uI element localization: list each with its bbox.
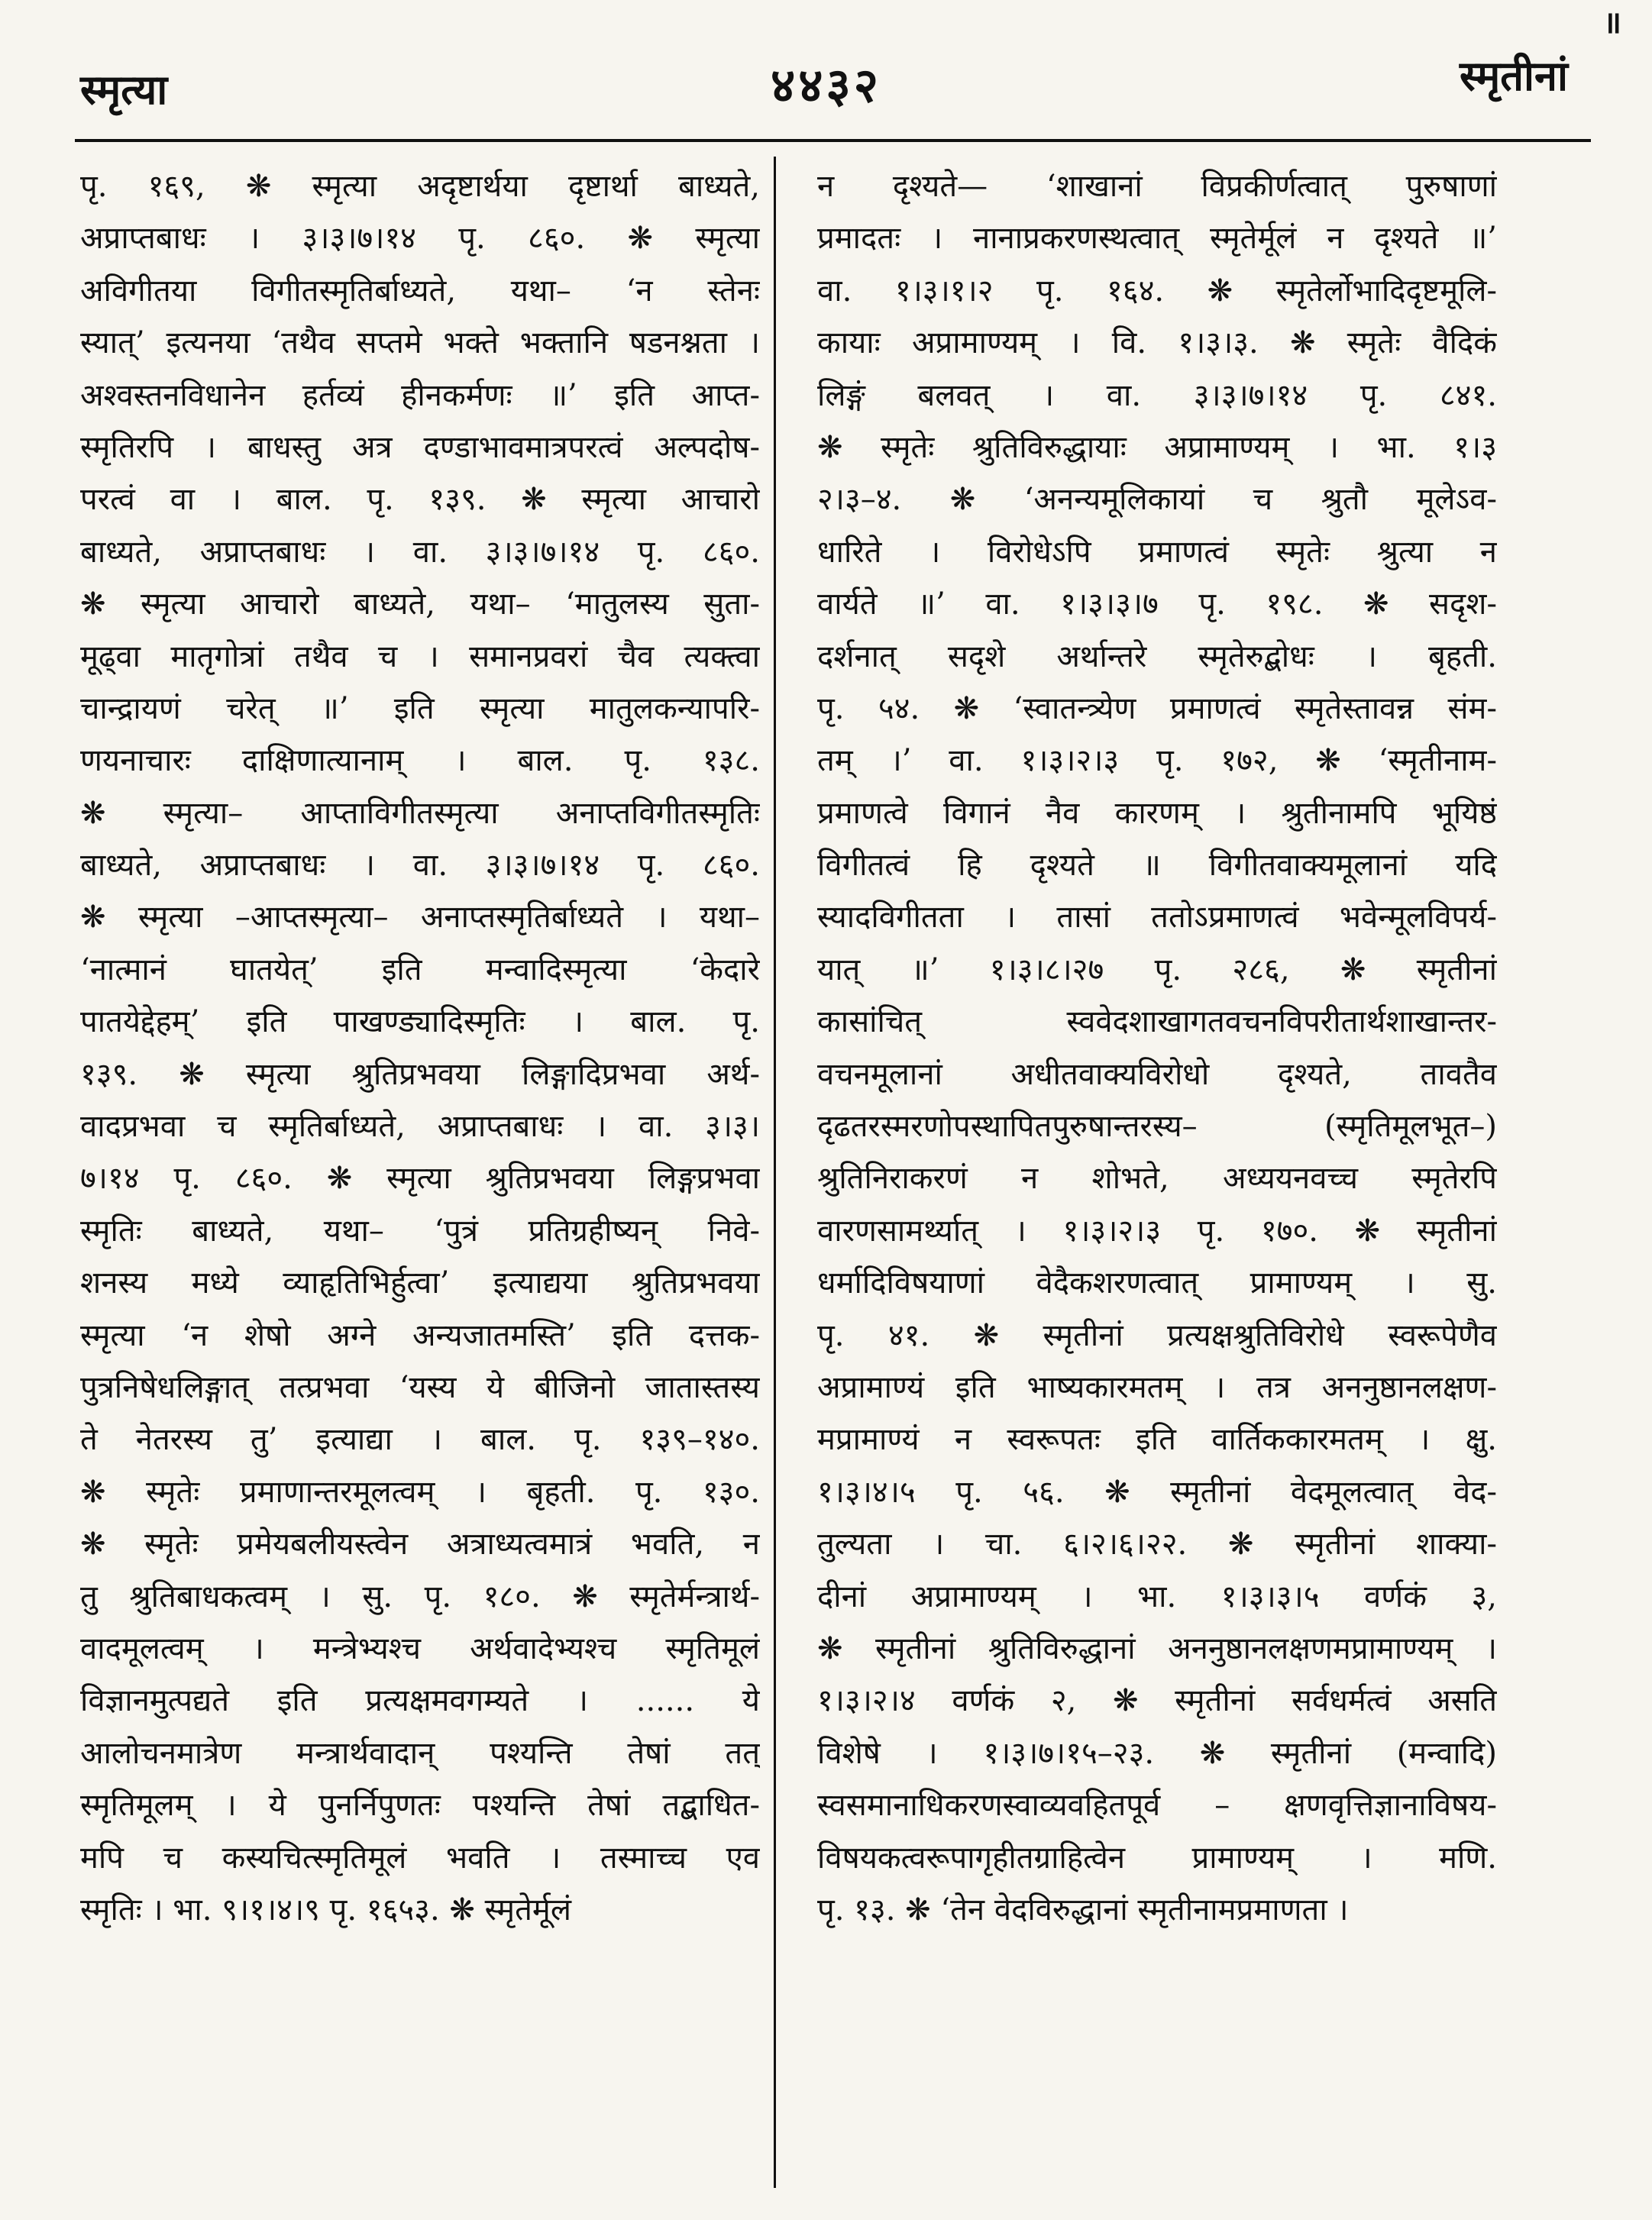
text-line: अश्वस्तनविधानेन हर्तव्यं हीनकर्मणः ॥’ इति आप्त-: [80, 377, 760, 413]
text-line: स्यात्’ इत्यनया ‘तथैव सप्तमे भक्ते भक्तानि षडनश्नता ।: [80, 325, 760, 361]
text-line: ❋ स्मृत्या –आप्तस्मृत्या– अनाप्तस्मृतिर्बाध्यते । यथा–: [80, 900, 760, 936]
text-line: पृ. ४१. ❋ स्मृतीनां प्रत्यक्षश्रुतिविरोधे स्वरूपेणैव: [817, 1317, 1497, 1353]
text-line: अप्राप्तबाधः । ३।३।७।१४ पृ. ८६०. ❋ स्मृत्या: [80, 221, 760, 257]
text-line: परत्वं वा । बाल. पृ. १३९. ❋ स्मृत्या आचारो: [80, 482, 760, 518]
text-line: स्यादविगीतता । तासां ततोऽप्रमाणत्वं भवेन्मूलविपर्य-: [817, 900, 1497, 936]
text-line: विज्ञानमुत्पद्यते इति प्रत्यक्षमवगम्यते । ...... ये: [80, 1683, 760, 1719]
text-line: पृ. १६९, ❋ स्मृत्या अदृष्टार्थया दृष्टार्था बाध्यते,: [80, 169, 760, 204]
running-head-left: स्मृत्या: [80, 65, 168, 114]
text-line: विशेषे । १।३।७।१५–२३. ❋ स्मृतीनां (मन्वादि): [817, 1735, 1497, 1771]
text-line: लिङ्गं बलवत् । वा. ३।३।७।१४ पृ. ८४१.: [817, 377, 1497, 413]
text-line: स्मृतिमूलम् । ये पुनर्निपुणतः पश्यन्ति तेषां तद्बाधित-: [80, 1788, 760, 1824]
text-line: २।३–४. ❋ ‘अनन्यमूलिकायां च श्रुतौ मूलेऽव-: [817, 482, 1497, 518]
page-number: ४४३२: [771, 57, 881, 113]
header-rule: [75, 139, 1591, 142]
text-line: ते नेतरस्य तु’ इत्याद्या । बाल. पृ. १३९–१४०.: [80, 1422, 760, 1458]
text-line: पृ. १३. ❋ ‘तेन वेदविरुद्धानां स्मृतीनामप्रमाणता ।: [817, 1892, 1349, 1928]
running-head-right: स्मृतीनां: [1459, 51, 1568, 100]
text-line: मूढ्वा मातृगोत्रां तथैव च । समानप्रवरां चैव त्यक्त्वा: [80, 638, 760, 674]
text-line: मप्रामाण्यं न स्वरूपतः इति वार्तिककारमतम् । क्षु.: [817, 1422, 1497, 1458]
text-line: धर्मादिविषयाणां वेदैकशरणत्वात् प्रामाण्यम् । सु.: [817, 1265, 1497, 1301]
right-column: [817, 160, 1497, 1936]
text-line: मपि च कस्यचित्स्मृतिमूलं भवति । तस्माच्च एव: [80, 1840, 760, 1876]
text-line: प्रमाणत्वे विगानं नैव कारणम् । श्रुतीनामपि भूयिष्ठं: [817, 795, 1497, 831]
text-line: न दृश्यते— ‘शाखानां विप्रकीर्णत्वात् पुरुषाणां: [817, 169, 1497, 204]
text-line: वार्यते ॥’ वा. १।३।३।७ पृ. १९८. ❋ सदृश-: [817, 587, 1497, 622]
text-line: स्मृतिः बाध्यते, यथा– ‘पुत्रं प्रतिग्रहीष्यन् निवे-: [80, 1213, 760, 1249]
text-line: णयनाचारः दाक्षिणात्यानाम् । बाल. पृ. १३८.: [80, 743, 760, 779]
text-line: ❋ स्मृतेः प्रमाणान्तरमूलत्वम् । बृहती. पृ. १३०.: [80, 1474, 760, 1510]
text-line: वचनमूलानां अधीतवाक्यविरोधो दृश्यते, तावतैव: [817, 1056, 1497, 1092]
text-line: धारिते । विरोधेऽपि प्रमाणत्वं स्मृतेः श्रुत्या न: [817, 534, 1497, 570]
text-line: अप्रामाण्यं इति भाष्यकारमतम् । तत्र अननुष्ठानलक्षण-: [817, 1369, 1497, 1405]
text-line: विषयकत्वरूपागृहीतग्राहित्वेन प्रामाण्यम् । मणि.: [817, 1840, 1497, 1876]
column-divider: [774, 157, 776, 2188]
text-line: पातयेद्देहम्’ इति पाखण्ड्यादिस्मृतिः । बाल. पृ.: [80, 1004, 760, 1040]
text-line: प्रमादतः । नानाप्रकरणस्थत्वात् स्मृतेर्मूलं न दृश्यते ॥’: [817, 221, 1497, 257]
text-line: ❋ स्मृतेः श्रुतिविरुद्धायाः अप्रामाण्यम् । भा. १।३: [817, 429, 1497, 465]
left-column: [80, 160, 760, 1936]
text-line: ❋ स्मृतेः प्रमेयबलीयस्त्वेन अत्राध्यत्वमात्रं भवति, न: [80, 1527, 760, 1562]
text-line: ❋ स्मृत्या– आप्ताविगीतस्मृत्या अनाप्तविगीतस्मृतिः: [80, 795, 760, 831]
text-line: १।३।४।५ पृ. ५६. ❋ स्मृतीनां वेदमूलत्वात् वेद-: [817, 1474, 1497, 1510]
text-line: बाध्यते, अप्राप्तबाधः । वा. ३।३।७।१४ पृ. ८६०.: [80, 848, 760, 884]
text-line: १३९. ❋ स्मृत्या श्रुतिप्रभवया लिङ्गादिप्रभवा अर्थ-: [80, 1056, 760, 1092]
text-line: श्रुतिनिराकरणं न शोभते, अध्ययनवच्च स्मृतेरपि: [817, 1161, 1497, 1197]
text-line: कायाः अप्रामाण्यम् । वि. १।३।३. ❋ स्मृतेः वैदिकं: [817, 325, 1497, 361]
page-header: [0, 0, 1652, 122]
text-line: ७।१४ पृ. ८६०. ❋ स्मृत्या श्रुतिप्रभवया लिङ्गप्रभवा: [80, 1161, 760, 1197]
text-line: विगीतत्वं हि दृश्यते ॥ विगीतवाक्यमूलानां यदि: [817, 848, 1497, 884]
text-line: स्वसमानाधिकरणस्वाव्यवहितपूर्व – क्षणवृत्तिज्ञानाविषय-: [817, 1788, 1497, 1824]
text-line: ‘नात्मानं घातयेत्’ इति मन्वादिस्मृत्या ‘केदारे: [80, 952, 760, 987]
text-line: वादप्रभवा च स्मृतिर्बाध्यते, अप्राप्तबाधः । वा. ३।३।: [80, 1109, 760, 1145]
corner-mark: ॥: [1603, 5, 1621, 40]
text-line: ❋ स्मृतीनां श्रुतिविरुद्धानां अननुष्ठानलक्षणमप्रामाण्यम् ।: [817, 1630, 1497, 1666]
text-line: दीनां अप्रामाण्यम् । भा. १।३।३।५ वर्णकं ३,: [817, 1579, 1497, 1614]
text-line: शनस्य मध्ये व्याहृतिभिर्हुत्वा’ इत्याद्यया श्रुतिप्रभवया: [80, 1265, 760, 1301]
text-line: स्मृत्या ‘न शेषो अग्ने अन्यजातमस्ति’ इति दत्तक-: [80, 1317, 760, 1353]
text-line: तम् ।’ वा. १।३।२।३ पृ. १७२, ❋ ‘स्मृतीनाम-: [817, 743, 1497, 779]
text-line: वारणसामर्थ्यात् । १।३।२।३ पृ. १७०. ❋ स्मृतीनां: [817, 1213, 1497, 1249]
text-line: तुल्यता । चा. ६।२।६।२२. ❋ स्मृतीनां शाक्या-: [817, 1527, 1497, 1562]
text-line: कासांचित् स्ववेदशाखागतवचनविपरीतार्थशाखान्तर-: [817, 1004, 1497, 1040]
text-line: यात् ॥’ १।३।८।२७ पृ. २८६, ❋ स्मृतीनां: [817, 952, 1497, 987]
text-line: तु श्रुतिबाधकत्वम् । सु. पृ. १८०. ❋ स्मृतेर्मन्त्रार्थ-: [80, 1579, 760, 1614]
text-line: स्मृतिरपि । बाधस्तु अत्र दण्डाभावमात्रपरत्वं अल्पदोष-: [80, 429, 760, 465]
text-line: बाध्यते, अप्राप्तबाधः । वा. ३।३।७।१४ पृ. ८६०.: [80, 534, 760, 570]
text-line: आलोचनमात्रेण मन्त्रार्थवादान् पश्यन्ति तेषां तत्: [80, 1735, 760, 1771]
text-line: पुत्रनिषेधलिङ्गात् तत्प्रभवा ‘यस्य ये बीजिनो जातास्तस्य: [80, 1369, 760, 1405]
text-line: चान्द्रायणं चरेत् ॥’ इति स्मृत्या मातुलकन्यापरि-: [80, 690, 760, 726]
text-line: दर्शनात् सदृशे अर्थान्तरे स्मृतेरुद्बोधः । बृहती.: [817, 638, 1497, 674]
text-line: दृढतरस्मरणोपस्थापितपुरुषान्तरस्य– (स्मृतिमूलभूत–): [817, 1109, 1497, 1145]
text-line: स्मृतिः । भा. ९।१।४।९ पृ. १६५३. ❋ स्मृतेर्मूलं: [80, 1892, 571, 1928]
text-line: ❋ स्मृत्या आचारो बाध्यते, यथा– ‘मातुलस्य सुता-: [80, 587, 760, 622]
text-line: वा. १।३।१।२ पृ. १६४. ❋ स्मृतेर्लोभादिदृष्टमूलि-: [817, 273, 1497, 309]
text-line: वादमूलत्वम् । मन्त्रेभ्यश्च अर्थवादेभ्यश्च स्मृतिमूलं: [80, 1630, 760, 1666]
text-line: अविगीतया विगीतस्मृतिर्बाध्यते, यथा– ‘न स्तेनः: [80, 273, 760, 309]
text-line: पृ. ५४. ❋ ‘स्वातन्त्र्येण प्रमाणत्वं स्मृतेस्तावन्न संम-: [817, 690, 1497, 726]
text-line: १।३।२।४ वर्णकं २, ❋ स्मृतीनां सर्वधर्मत्वं असति: [817, 1683, 1497, 1719]
